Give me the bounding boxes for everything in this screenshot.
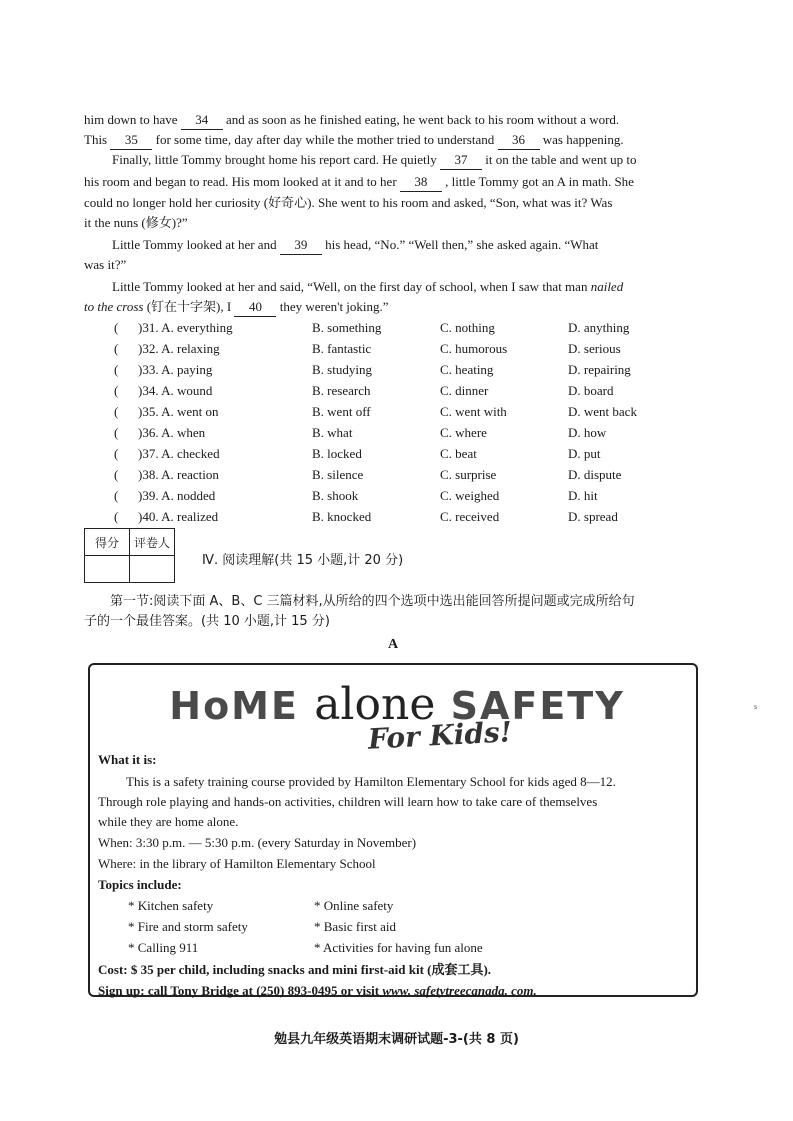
blank-36: 36 (498, 131, 540, 150)
option-a: )34. A. wound (138, 383, 213, 398)
section-instruction-1: 第一节:阅读下面 A、B、C 三篇材料,从所给的四个选项中选出能回答所提问题或完成所给句 (110, 594, 635, 609)
blank-37: 37 (440, 151, 482, 170)
question-row (84, 341, 724, 361)
passage-line-1: him down to have 34 and as soon as he finished eating, he went back to his room without a word. (84, 111, 714, 130)
passage-line-9: Little Tommy looked at her and said, “Well, on the first day of school, when I saw that man nailed (112, 279, 624, 294)
option-d: D. dispute (568, 467, 622, 482)
safety-ad-box (88, 663, 698, 997)
option-c: C. humorous (440, 341, 508, 356)
ad-where: Where: in the library of Hamilton Elementary School (98, 856, 376, 871)
question-paren: ( (114, 362, 119, 377)
margin-mark: s (754, 702, 758, 711)
ad-topics-label: Topics include: (98, 877, 182, 892)
option-c: C. surprise (440, 467, 497, 482)
option-d: D. how (568, 425, 607, 440)
option-b: B. knocked (312, 509, 372, 524)
option-d: D. serious (568, 341, 621, 356)
option-b: B. research (312, 383, 371, 398)
question-row (84, 425, 724, 445)
option-c: C. went with (440, 404, 507, 419)
option-a: )37. A. checked (138, 446, 220, 461)
option-a: )33. A. paying (138, 362, 213, 377)
ad-signup: Sign up: call Tony Bridge at (250) 893-0495 or visit www. safetytreecanada. com. (98, 983, 537, 998)
option-b: B. studying (312, 362, 372, 377)
option-c: C. nothing (440, 320, 495, 335)
option-d: D. anything (568, 320, 630, 335)
option-a: )32. A. relaxing (138, 341, 220, 356)
question-row (84, 509, 724, 529)
option-b: B. something (312, 320, 382, 335)
ad-topic-1: * Kitchen safety (128, 898, 214, 913)
ad-when: When: 3:30 p.m. — 5:30 p.m. (every Saturday in November) (98, 835, 417, 850)
option-c: C. beat (440, 446, 477, 461)
option-d: D. repairing (568, 362, 631, 377)
option-b: B. what (312, 425, 353, 440)
passage-line-6: it the nuns (修女)?” (84, 215, 188, 230)
passage-line-10: to the cross (钉在十字架), I 40 they weren't joking.” (84, 298, 714, 317)
option-c: C. weighed (440, 488, 500, 503)
ad-topic-5: * Calling 911 (128, 940, 199, 955)
score-cell[interactable] (85, 556, 130, 583)
blank-38: 38 (400, 173, 442, 192)
option-d: D. put (568, 446, 601, 461)
ad-topic-2: * Online safety (314, 898, 394, 913)
option-d: D. spread (568, 509, 618, 524)
question-row (84, 488, 724, 508)
blank-40: 40 (234, 298, 276, 317)
section-instruction-2: 子的一个最佳答案。(共 10 小题,计 15 分) (84, 614, 330, 629)
ad-title: HoME alone SAFETY (169, 679, 625, 730)
ad-signup-url[interactable]: www. safetytreecanada. com. (382, 983, 537, 998)
ad-topic-4: * Basic first aid (314, 919, 396, 934)
page-footer: 勉县九年级英语期末调研试题-3-(共 8 页) (274, 1032, 519, 1047)
option-a: )31. A. everything (138, 320, 233, 335)
option-d: D. hit (568, 488, 598, 503)
score-header: 得分 (85, 529, 130, 556)
blank-35: 35 (110, 131, 152, 150)
ad-topic-6: * Activities for having fun alone (314, 940, 483, 955)
passage-line-2: This 35 for some time, day after day while the mother tried to understand 36 was happening. (84, 131, 714, 150)
ad-topic-3: * Fire and storm safety (128, 919, 248, 934)
option-c: C. where (440, 425, 487, 440)
question-row (84, 467, 724, 487)
blank-39: 39 (280, 236, 322, 255)
ad-what-label: What it is: (98, 752, 157, 767)
ad-what-2: Through role playing and hands-on activities, children will learn how to take care of themselves (98, 794, 598, 809)
passage-line-4: his room and began to read. His mom looked at it and to her 38 , little Tommy got an A in math. She (84, 173, 714, 192)
option-d: D. went back (568, 404, 637, 419)
question-paren: ( (114, 341, 119, 356)
question-row (84, 404, 724, 424)
ad-subtitle: For Kids! (367, 715, 513, 756)
option-c: C. received (440, 509, 500, 524)
option-b: B. fantastic (312, 341, 372, 356)
question-paren: ( (114, 509, 119, 524)
passage-letter: A (388, 637, 399, 652)
option-b: B. silence (312, 467, 364, 482)
blank-34: 34 (181, 111, 223, 130)
section-title: Ⅳ. 阅读理解(共 15 小题,计 20 分) (202, 553, 404, 568)
passage-line-5: could no longer hold her curiosity (好奇心). She went to his room and asked, “Son, what was it? Was (84, 195, 613, 210)
question-row (84, 362, 724, 382)
option-b: B. went off (312, 404, 371, 419)
option-a: )36. A. when (138, 425, 206, 440)
passage-line-8: was it?” (84, 257, 127, 272)
question-paren: ( (114, 383, 119, 398)
option-a: )35. A. went on (138, 404, 219, 419)
question-row (84, 320, 724, 340)
option-d: D. board (568, 383, 614, 398)
grader-cell[interactable] (130, 556, 175, 583)
question-paren: ( (114, 488, 119, 503)
question-paren: ( (114, 467, 119, 482)
option-a: )38. A. reaction (138, 467, 219, 482)
option-b: B. shook (312, 488, 359, 503)
option-a: )40. A. realized (138, 509, 219, 524)
score-table (84, 528, 175, 583)
option-a: )39. A. nodded (138, 488, 216, 503)
question-paren: ( (114, 320, 119, 335)
question-paren: ( (114, 404, 119, 419)
question-row (84, 383, 724, 403)
option-b: B. locked (312, 446, 362, 461)
ad-what-3: while they are home alone. (98, 814, 239, 829)
question-paren: ( (114, 446, 119, 461)
option-c: C. heating (440, 362, 494, 377)
passage-line-7: Little Tommy looked at her and 39 his head, “No.” “Well then,” she asked again. “What (112, 236, 714, 255)
passage-line-3: Finally, little Tommy brought home his report card. He quietly 37 it on the table and went up to (112, 151, 714, 170)
ad-what-1: This is a safety training course provided by Hamilton Elementary School for kids aged 8—12. (126, 774, 616, 789)
ad-cost: Cost: $ 35 per child, including snacks and mini first-aid kit (成套工具). (98, 962, 492, 977)
grader-header: 评卷人 (130, 529, 175, 556)
option-c: C. dinner (440, 383, 489, 398)
question-row (84, 446, 724, 466)
question-paren: ( (114, 425, 119, 440)
